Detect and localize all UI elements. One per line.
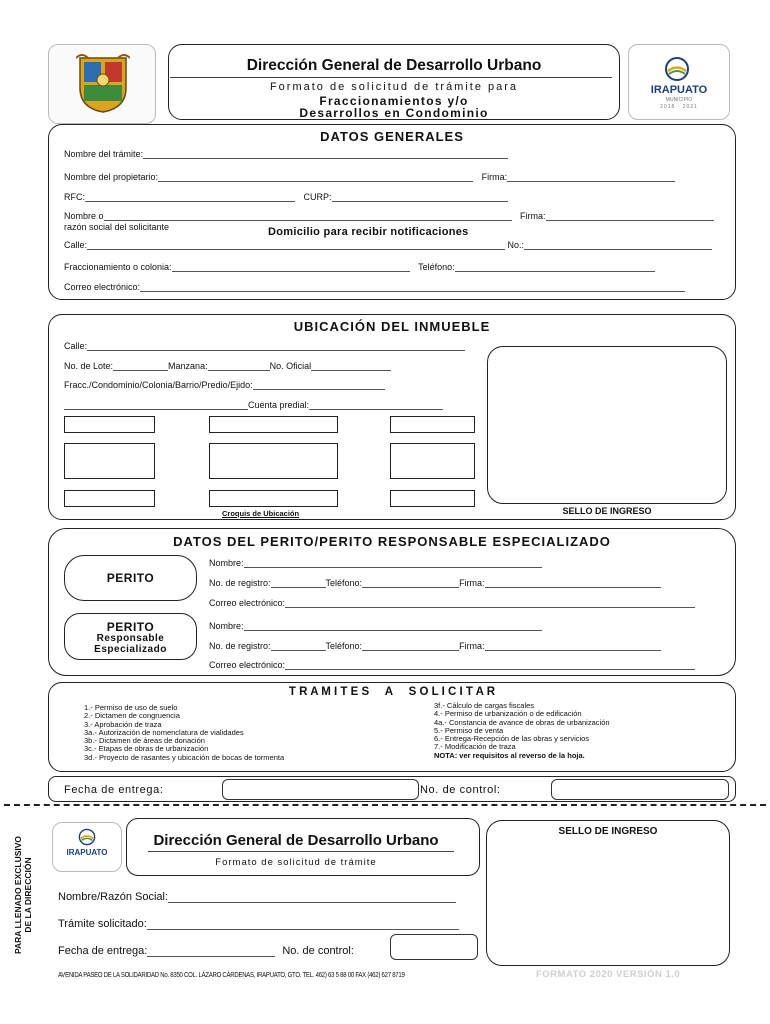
perito-badge-label: PERITO — [106, 571, 155, 585]
perito-nombre-row — [209, 558, 542, 568]
correo-field[interactable] — [140, 282, 685, 292]
tramite-item: 7.- Modificación de traza — [434, 742, 516, 752]
fraccionamiento-field[interactable] — [172, 262, 410, 272]
fracc-label: Fracc./Condominio/Colonia/Barrio/Predio/Ejido: — [64, 380, 253, 390]
coat-of-arms-icon — [76, 52, 130, 114]
pre-nombre-field[interactable] — [244, 621, 542, 631]
propietario-firma-field[interactable] — [507, 172, 675, 182]
fraccionamiento-row — [64, 262, 655, 272]
talon-vertical-label — [13, 823, 33, 967]
lote-row — [64, 361, 391, 371]
perito-registro-row — [209, 578, 661, 588]
calle-label: Calle: — [64, 240, 88, 250]
no-oficial-label: No. Oficial — [269, 361, 312, 371]
perito-firma-label: Firma: — [459, 578, 485, 588]
croquis-block[interactable] — [64, 416, 155, 433]
propietario-row — [64, 172, 675, 182]
croquis-block[interactable] — [64, 490, 155, 507]
propietario-label: Nombre del propietario: — [64, 172, 159, 182]
talon-tramite-field[interactable] — [147, 918, 459, 930]
manzana-label: Manzana: — [168, 361, 208, 371]
croquis-block[interactable] — [209, 443, 338, 479]
talon-control-field[interactable] — [390, 934, 478, 960]
manzana-field[interactable] — [208, 361, 270, 371]
pre-registro-field[interactable] — [271, 641, 326, 651]
perito-nombre-label: Nombre: — [209, 558, 244, 568]
talon-nombre-row — [58, 891, 456, 903]
pre-telefono-field[interactable] — [362, 641, 459, 651]
perito-nombre-field[interactable] — [244, 558, 542, 568]
fracc-row — [64, 380, 385, 390]
talon-vertical-line-2: DE LA DIRECCIÓN — [23, 857, 33, 933]
talon-vertical-line-1: PARA LLENADO EXCLUSIVO — [13, 835, 23, 955]
tramites-nota: NOTA: ver requisitos al reverso de la hoja. — [434, 750, 585, 760]
talon-tramite-label: Trámite solicitado: — [58, 918, 147, 930]
fecha-entrega-field[interactable] — [222, 779, 419, 800]
tramite-item: 3c.- Etapas de obras de urbanización — [84, 744, 209, 754]
talon-irapuato-logo-icon — [76, 828, 98, 846]
talon-fecha-field[interactable] — [147, 945, 275, 957]
rfc-row — [64, 192, 508, 202]
tramite-item: 3d.- Proyecto de rasantes y ubicación de bocas de tormenta — [84, 752, 285, 762]
perito-correo-label: Correo electrónico: — [209, 598, 286, 608]
ubicacion-title: UBICACIÓN DEL INMUEBLE — [293, 319, 491, 334]
pre-firma-label: Firma: — [459, 641, 485, 651]
pre-badge-label-3: Especializado — [94, 644, 167, 655]
tramite-item: 3a.- Autorización de nomenclatura de vialidades — [84, 727, 244, 737]
numero-field[interactable] — [524, 240, 712, 250]
fraccionamiento-label: Fraccionamiento o colonia: — [64, 262, 172, 272]
nombre-o-label: Nombre o — [64, 211, 104, 221]
pre-nombre-label: Nombre: — [209, 621, 244, 631]
propietario-field[interactable] — [158, 172, 473, 182]
perito-correo-row — [209, 598, 695, 608]
no-control-field[interactable] — [551, 779, 729, 800]
pre-correo-label: Correo electrónico: — [209, 660, 286, 670]
logo-sub: MUNICIPIO — [665, 97, 693, 103]
tramite-item: 6.- Entrega-Recepción de las obras y servicios — [434, 734, 590, 744]
fecha-entrega-label: Fecha de entrega: — [64, 784, 164, 796]
calle-row — [64, 240, 712, 250]
croquis-block[interactable] — [209, 490, 338, 507]
croquis-block[interactable] — [390, 443, 475, 479]
no-oficial-field[interactable] — [311, 361, 391, 371]
pre-nombre-row — [209, 621, 542, 631]
nombre-tramite-field[interactable] — [143, 149, 508, 159]
correo-label: Correo electrónico: — [64, 282, 141, 292]
cut-line — [4, 804, 766, 806]
pre-badge-label-1: PERITO — [106, 620, 155, 634]
pre-correo-row — [209, 660, 695, 670]
sello-ingreso-label: SELLO DE INGRESO — [562, 506, 652, 516]
talon-logo-text: IRAPUATO — [66, 848, 108, 857]
perito-correo-field[interactable] — [285, 598, 695, 608]
pre-telefono-label: Teléfono: — [325, 641, 363, 651]
tramite-item: 3f.- Cálculo de cargas fiscales — [434, 701, 535, 710]
talon-nombre-field[interactable] — [168, 891, 456, 903]
tramite-item: 4.- Permiso de urbanización o de edificación — [434, 709, 582, 719]
lote-label: No. de Lote: — [64, 361, 114, 371]
nombre-o-row — [64, 211, 714, 221]
propietario-firma-label: Firma: — [481, 172, 508, 182]
razon-social-field[interactable] — [104, 211, 512, 221]
curp-field[interactable] — [332, 192, 508, 202]
rfc-field[interactable] — [85, 192, 295, 202]
talon-control-label: No. de control: — [282, 945, 354, 957]
talon-sello-box — [486, 820, 730, 966]
talon-subtitle: Formato de solicitud de trámite — [215, 857, 377, 868]
perito-telefono-field[interactable] — [362, 578, 459, 588]
tramites-right-list — [434, 702, 610, 760]
lote-field[interactable] — [113, 361, 168, 371]
cuenta-prefix-field[interactable] — [64, 400, 248, 410]
cuenta-row — [64, 400, 443, 410]
perito-firma-field[interactable] — [485, 578, 661, 588]
header-subtitle-bold-1: Fraccionamientos y/o — [319, 94, 469, 108]
perito-registro-field[interactable] — [271, 578, 326, 588]
tramite-item: 1.- Permiso de uso de suelo — [84, 703, 178, 712]
page-title: Dirección General de Desarrollo Urbano — [246, 57, 542, 74]
croquis-block[interactable] — [390, 490, 475, 507]
logo-years: 2018 · 2021 — [660, 104, 698, 110]
talon-nombre-label: Nombre/Razón Social: — [58, 891, 169, 903]
title-rule — [170, 77, 612, 78]
telefono-field[interactable] — [455, 262, 655, 272]
solicitante-firma-field[interactable] — [546, 211, 714, 221]
razon-social-label: razón social del solicitante — [64, 222, 170, 232]
no-control-label: No. de control: — [420, 784, 501, 796]
numero-label: No.: — [507, 240, 525, 250]
logo-text: IRAPUATO — [650, 84, 708, 96]
croquis-block[interactable] — [209, 416, 338, 433]
correo-row — [64, 282, 685, 292]
perito-registro-label: No. de registro: — [209, 578, 271, 588]
telefono-label: Teléfono: — [418, 262, 455, 272]
tramite-item: 3.- Aprobación de traza — [84, 719, 162, 729]
fracc-field[interactable] — [253, 380, 385, 390]
header-subtitle: Formato de solicitud de trámite para — [269, 81, 519, 93]
croquis-block[interactable] — [64, 443, 155, 479]
tramites-left-list — [84, 704, 284, 762]
pre-registro-row — [209, 641, 661, 651]
footer-address: AVENIDA PASEO DE LA SOLIDARIDAD No. 8350 COL. LÁZARO CÁRDENAS, IRAPUATO, GTO. TEL. 462) 63 5 88 00 FAX (462) 627 8719 — [58, 972, 405, 979]
calle-field[interactable] — [87, 240, 505, 250]
pre-badge-label-2: Responsable — [96, 633, 165, 644]
pre-firma-field[interactable] — [485, 641, 661, 651]
talon-title: Dirección General de Desarrollo Urbano — [153, 832, 439, 849]
tramite-item: 2.- Dictamen de congruencia — [84, 711, 180, 721]
pre-registro-label: No. de registro: — [209, 641, 271, 651]
cuenta-field[interactable] — [309, 400, 443, 410]
cuenta-label: Cuenta predial: — [248, 400, 310, 410]
rfc-label: RFC: — [64, 192, 85, 202]
irapuato-logo-icon — [662, 56, 692, 82]
croquis-caption: Croquis de Ubicación — [222, 509, 300, 518]
talon-fecha-row — [58, 945, 354, 957]
nombre-tramite-row — [64, 149, 508, 159]
formato-version: FORMATO 2020 VERSIÓN 1.0 — [536, 969, 681, 980]
talon-fecha-label: Fecha de entrega: — [58, 945, 148, 957]
talon-tramite-row — [58, 918, 459, 930]
header-subtitle-bold-2: Desarrollos en Condominio — [299, 106, 489, 118]
pre-correo-field[interactable] — [285, 660, 695, 670]
talon-sello-label: SELLO DE INGRESO — [558, 826, 658, 837]
sello-ingreso-box — [487, 346, 727, 504]
tramite-item: 4a.- Constancia de avance de obras de urbanización — [434, 717, 610, 727]
domicilio-heading: Domicilio para recibir notificaciones — [268, 226, 469, 238]
tramite-item: 3b.- Dictamen de áreas de donación — [84, 736, 205, 746]
perito-telefono-label: Teléfono: — [325, 578, 363, 588]
datos-generales-title: DATOS GENERALES — [320, 129, 464, 144]
ubicacion-calle-row — [64, 341, 465, 351]
curp-label: CURP: — [303, 192, 332, 202]
nombre-tramite-label: Nombre del trámite: — [64, 149, 144, 159]
talon-title-rule — [148, 851, 454, 852]
perito-title: DATOS DEL PERITO/PERITO RESPONSABLE ESPECIALIZADO — [173, 534, 611, 549]
ubicacion-calle-field[interactable] — [87, 341, 465, 351]
solicitante-firma-label: Firma: — [520, 211, 546, 221]
tramite-item: 5.- Permiso de venta — [434, 725, 504, 735]
tramites-title: T R A M I T E S A S O L I C I T A R — [288, 686, 496, 698]
croquis-block[interactable] — [390, 416, 475, 433]
ubicacion-calle-label: Calle: — [64, 341, 88, 351]
